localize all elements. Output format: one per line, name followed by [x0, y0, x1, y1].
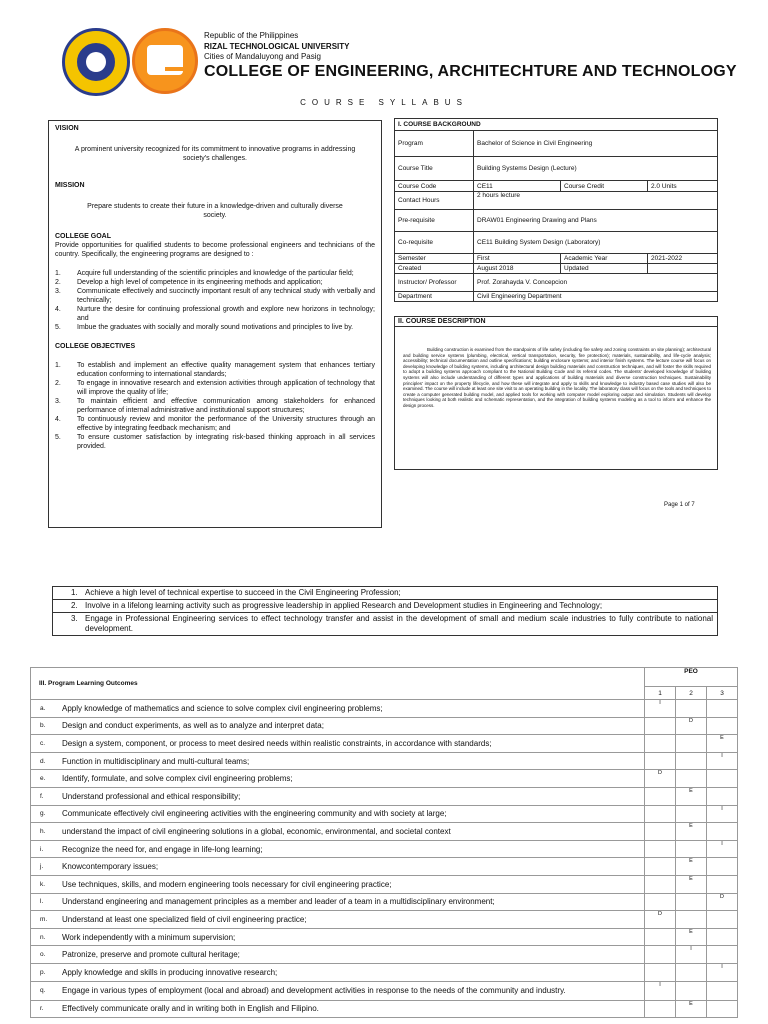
plo-letter: m.: [40, 915, 48, 923]
goal-text: Communicate effectively and succinctly important result of any technical study with verbally and technically;: [77, 288, 375, 304]
plo-peo-mapping-cell: [645, 858, 676, 876]
peo-column-header: 1: [645, 687, 676, 700]
plo-text: Design and conduct experiments, as well as to analyze and interpret data;: [62, 721, 324, 731]
plo-outcome-cell: [31, 928, 645, 946]
plo-peo-mapping-cell: I: [707, 805, 738, 823]
plo-letter: p.: [40, 968, 46, 976]
plo-letter: b.: [40, 722, 46, 730]
updated-value: [648, 264, 718, 274]
plo-row: [31, 928, 738, 946]
plo-outcome-cell: [31, 963, 645, 981]
plo-row: [31, 770, 738, 788]
plo-peo-mapping-cell: I: [707, 752, 738, 770]
peo-objective-number: 3.: [71, 614, 78, 623]
academic-year-value: 2021-2022: [648, 254, 718, 264]
plo-peo-mapping-cell: [707, 1000, 738, 1018]
plo-text: Understand at least one specialized field of civil engineering practice;: [62, 914, 307, 924]
plo-outcome: [34, 739, 641, 748]
plo-letter: c.: [40, 739, 46, 747]
plo-outcome: [34, 968, 641, 977]
contact-hours-value: 2 hours lecture: [474, 192, 718, 210]
plo-letter: n.: [40, 933, 46, 941]
plo-row: [31, 911, 738, 929]
plo-outcome-cell: [31, 981, 645, 1000]
plo-row: [31, 805, 738, 823]
plo-text: Function in multidisciplinary and multi-cultural teams;: [62, 756, 250, 766]
plo-peo-mapping-cell: E: [676, 858, 707, 876]
vision-text: A prominent university recognized for its commitment to innovative programs in addressing society's challenges.: [74, 146, 356, 162]
plo-peo-mapping-cell: [645, 893, 676, 911]
plo-letter: q.: [40, 987, 46, 994]
program-label: Program: [395, 131, 474, 157]
corequisite-value: CE11 Building System Design (Laboratory): [474, 232, 718, 254]
plo-text: Effectively communicate orally and in writing both in English and Filipino.: [62, 1004, 319, 1014]
created-value: August 2018: [474, 264, 561, 274]
plo-letter: l.: [40, 898, 44, 906]
plo-text: Apply knowledge of mathematics and science to solve complex civil engineering problems;: [62, 703, 383, 713]
goal-item: [55, 323, 375, 332]
course-description-text: Building construction is examined from the standpoints of life safety (including fire safety and zoning constraints on site planning); architectural and building service systems (plumbing, electrical, vertical transportation, security, fire protection); materials, sustainability, and life-cycle analysis; accessibility; technical documentation and outline specifications; building enclosure systems; and interior finish systems. The lecture course will focus on developing knowledge of building systems, including architectural design building materials and construction techniques, and will foster the skills required to adopt a building systems approach compliant to the National Building Code and its referral codes. The students' developed knowledge of building systems will also include understanding of different types and applications of building materials and diverse construction techniques. Sustainability principles' impact on the property lifecycle, and how these will integrate and apply to skills and knowledge to industry based case studies will also be examined. The course will include at least one site visit to an operating building in the locality. The laboratory class will focus on the tools and techniques to create a computer generated building model, and applied tools for working with computer model exploring output and simulation. Students will develop techniques looking at both realistic and schematic representation, and the integration of building systems modeling as a tool to inform and enhance the design process.: [403, 347, 711, 408]
goal-title: COLLEGE GOAL: [55, 233, 111, 240]
course-title-value: Building Systems Design (Lecture): [474, 157, 718, 181]
peo-objective-text: Involve in a lifelong learning activity such as progressive leadership in applied Research and Development studies in Engineering and Technology;: [85, 601, 603, 610]
plo-peo-mapping-cell: [645, 752, 676, 770]
plo-peo-mapping-cell: [707, 875, 738, 893]
peo-objective-cell: [53, 587, 718, 600]
plo-peo-mapping-cell: [676, 770, 707, 788]
peo-objective-item: [57, 601, 713, 611]
plo-peo-mapping-cell: I: [707, 840, 738, 858]
peo-objective-number: 2.: [71, 601, 78, 610]
plo-peo-mapping-cell: [676, 752, 707, 770]
plo-outcome-cell: [31, 1000, 645, 1018]
plo-outcome: [34, 792, 641, 801]
objectives-list: [55, 361, 375, 451]
plo-outcome: [34, 757, 641, 766]
plo-peo-mapping-cell: [707, 700, 738, 718]
plo-peo-mapping-cell: I: [707, 963, 738, 981]
course-credit-label: Course Credit: [561, 181, 648, 192]
department-label: Department: [395, 292, 474, 302]
objective-text: To establish and implement an effective quality management system that enhances tertiary education conforming to international standards;: [77, 362, 375, 378]
cities-label: Cities of Mandaluyong and Pasig: [204, 52, 321, 61]
plo-text: Understand engineering and management principles as a member and leader of a team in a multidisciplinary environment;: [62, 897, 495, 907]
plo-text: Knowcontemporary issues;: [62, 862, 159, 872]
goal-number: 2.: [55, 279, 61, 286]
objective-item: [55, 397, 375, 415]
contact-hours-label: Contact Hours: [395, 192, 474, 210]
plo-outcome-cell: [31, 805, 645, 823]
plo-text: Use techniques, skills, and modern engineering tools necessary for civil engineering practice;: [62, 879, 392, 889]
objective-number: 3.: [55, 398, 61, 405]
goal-item: [55, 305, 375, 323]
vision-title: VISION: [55, 125, 79, 132]
plo-peo-mapping-cell: [645, 963, 676, 981]
plo-outcome-cell: [31, 911, 645, 929]
course-background-title: I. COURSE BACKGROUND: [395, 119, 718, 131]
plo-outcome: [34, 986, 641, 995]
plo-row: [31, 1000, 738, 1018]
objective-item: [55, 415, 375, 433]
department-value: Civil Engineering Department: [474, 292, 718, 302]
academic-year-label: Academic Year: [561, 254, 648, 264]
program-value: Bachelor of Science in Civil Engineering: [474, 131, 718, 157]
peo-objective-item: [57, 588, 713, 598]
plo-peo-mapping-cell: [676, 735, 707, 753]
plo-text: Communicate effectively civil engineering activities with the engineering community and with society at large;: [62, 809, 447, 819]
created-label: Created: [395, 264, 474, 274]
plo-row: [31, 963, 738, 981]
plo-outcome: [34, 897, 641, 906]
course-title-label: Course Title: [395, 157, 474, 181]
plo-outcome: [34, 950, 641, 959]
plo-text: Design a system, component, or process to meet desired needs within realistic constraints, in accordance with standards;: [62, 738, 492, 748]
plo-peo-mapping-cell: E: [676, 1000, 707, 1018]
plo-outcome: [34, 809, 641, 818]
objective-text: To engage in innovative research and extension activities through application of technology that will improve the quality of life;: [77, 380, 375, 396]
plo-peo-mapping-cell: E: [676, 928, 707, 946]
peo-column-header: 2: [676, 687, 707, 700]
plo-peo-mapping-cell: [707, 981, 738, 1000]
plo-row: [31, 858, 738, 876]
plo-outcome: [34, 704, 641, 713]
plo-peo-mapping-cell: [707, 823, 738, 841]
prerequisite-label: Pre-requisite: [395, 210, 474, 232]
plo-outcome: [34, 827, 641, 836]
plo-peo-mapping-cell: [707, 911, 738, 929]
objective-item: [55, 433, 375, 451]
course-background-table: [394, 118, 718, 302]
plo-peo-mapping-cell: D: [645, 770, 676, 788]
plo-peo-mapping-cell: [645, 1000, 676, 1018]
peo-objective-row: [53, 613, 718, 636]
plo-row: [31, 700, 738, 718]
plo-outcome-cell: [31, 946, 645, 964]
plo-peo-mapping-cell: [676, 700, 707, 718]
objective-item: [55, 361, 375, 379]
plo-letter: e.: [40, 775, 46, 783]
plo-row: [31, 735, 738, 753]
plo-peo-mapping-cell: D: [707, 893, 738, 911]
plo-outcome: [34, 933, 641, 942]
plo-peo-mapping-cell: D: [645, 911, 676, 929]
plo-letter: a.: [40, 704, 46, 712]
objective-number: 2.: [55, 380, 61, 387]
goal-text: Provide opportunities for qualified students to become professional engineers and technicians of the country. Specifically, the engineering programs are designed to :: [55, 242, 375, 258]
plo-peo-mapping-cell: [676, 963, 707, 981]
plo-peo-mapping-cell: I: [645, 700, 676, 718]
course-syllabus-heading: COURSE SYLLABUS: [300, 98, 468, 107]
plo-peo-mapping-cell: [707, 770, 738, 788]
plo-peo-mapping-cell: [645, 787, 676, 805]
plo-outcome-cell: [31, 858, 645, 876]
course-code-label: Course Code: [395, 181, 474, 192]
plo-text: Identify, formulate, and solve complex civil engineering problems;: [62, 774, 293, 784]
objective-number: 5.: [55, 434, 61, 441]
plo-letter: j.: [40, 863, 44, 871]
plo-peo-mapping-cell: [645, 823, 676, 841]
goal-number: 3.: [55, 288, 61, 295]
corequisite-label: Co-requisite: [395, 232, 474, 254]
plo-letter: r.: [40, 1005, 44, 1013]
university-seal-logo: [62, 28, 130, 96]
plo-peo-mapping-cell: [676, 911, 707, 929]
peo-objective-item: [57, 614, 713, 634]
university-name: RIZAL TECHNOLOGICAL UNIVERSITY: [204, 42, 350, 51]
plo-peo-mapping-cell: [645, 717, 676, 735]
plo-outcome: [34, 862, 641, 871]
objective-number: 4.: [55, 416, 61, 423]
plo-letter: k.: [40, 880, 46, 888]
plo-peo-mapping-cell: [707, 858, 738, 876]
plo-letter: f.: [40, 792, 44, 800]
plo-text: Engage in various types of employment (local and abroad) and development activities in response to the needs of the community and industry.: [62, 986, 566, 995]
plo-peo-mapping-cell: [645, 735, 676, 753]
plo-letter: o.: [40, 951, 46, 959]
objective-number: 1.: [55, 362, 61, 369]
plo-outcome-cell: [31, 752, 645, 770]
plo-outcome-cell: [31, 893, 645, 911]
plo-outcome-cell: [31, 875, 645, 893]
plo-peo-mapping-cell: [707, 717, 738, 735]
plo-row: [31, 787, 738, 805]
goal-number: 4.: [55, 306, 61, 313]
goal-text: Imbue the graduates with socially and morally sound motivations and principles to live by.: [77, 324, 354, 331]
plo-title: III. Program Learning Outcomes: [31, 668, 645, 700]
peo-objectives-table: [52, 586, 718, 636]
goal-text: Acquire full understanding of the scientific principles and knowledge of the particular field;: [77, 270, 354, 277]
college-logo: [132, 28, 198, 94]
semester-value: First: [474, 254, 561, 264]
course-description-panel: [394, 316, 718, 470]
plo-letter: h.: [40, 827, 46, 835]
plo-letter: g.: [40, 810, 46, 818]
plo-row: [31, 981, 738, 1000]
goal-list: [55, 269, 375, 332]
peo-header: PEO: [645, 668, 738, 687]
plo-row: [31, 893, 738, 911]
plo-peo-mapping-cell: E: [707, 735, 738, 753]
instructor-value: Prof. Zorahayda V. Concepcion: [474, 274, 718, 292]
plo-outcome: [34, 774, 641, 783]
peo-objective-cell: [53, 613, 718, 636]
goal-text: Nurture the desire for continuing professional growth and explore new horizons in technology; and: [77, 306, 375, 322]
plo-row: [31, 823, 738, 841]
plo-text: Understand professional and ethical responsibility;: [62, 791, 241, 801]
goal-number: 1.: [55, 270, 61, 277]
plo-text: Patronize, preserve and promote cultural heritage;: [62, 950, 240, 960]
prerequisite-value: DRAW01 Engineering Drawing and Plans: [474, 210, 718, 232]
plo-peo-mapping-cell: [676, 840, 707, 858]
plo-peo-mapping-cell: [645, 946, 676, 964]
updated-label: Updated: [561, 264, 648, 274]
plo-outcome: [34, 845, 641, 854]
plo-outcome: [34, 1004, 641, 1013]
page-number: Page 1 of 7: [664, 502, 695, 508]
goal-item: [55, 287, 375, 305]
peo-column-header: 3: [707, 687, 738, 700]
plo-peo-mapping-cell: [645, 928, 676, 946]
plo-row: [31, 752, 738, 770]
peo-objective-row: [53, 587, 718, 600]
peo-objective-number: 1.: [71, 588, 78, 597]
plo-peo-mapping-cell: E: [676, 823, 707, 841]
plo-letter: d.: [40, 757, 46, 765]
plo-peo-mapping-cell: [645, 840, 676, 858]
plo-text: Work independently with a minimum supervision;: [62, 932, 236, 942]
republic-label: Republic of the Philippines: [204, 31, 299, 40]
plo-peo-mapping-cell: I: [645, 981, 676, 1000]
plo-row: [31, 875, 738, 893]
plo-row: [31, 717, 738, 735]
plo-peo-mapping-cell: [645, 805, 676, 823]
plo-peo-mapping-cell: [645, 875, 676, 893]
goal-item: [55, 269, 375, 278]
plo-peo-mapping-cell: E: [676, 787, 707, 805]
objective-text: To continuously review and monitor the performance of the University structures through an effective by integrating feedback mechanism; and: [77, 416, 375, 432]
course-code-value: CE11: [474, 181, 561, 192]
goal-item: [55, 278, 375, 287]
plo-peo-mapping-cell: [707, 946, 738, 964]
plo-outcome-cell: [31, 735, 645, 753]
plo-outcome-cell: [31, 700, 645, 718]
peo-objective-row: [53, 600, 718, 613]
plo-outcome-cell: [31, 823, 645, 841]
plo-outcome: [34, 880, 641, 889]
plo-peo-mapping-cell: [676, 893, 707, 911]
peo-objective-cell: [53, 600, 718, 613]
plo-row: [31, 840, 738, 858]
course-credit-value: 2.0 Units: [648, 181, 718, 192]
plo-outcome-cell: [31, 770, 645, 788]
goal-number: 5.: [55, 324, 61, 331]
objective-text: To maintain efficient and effective communication among stakeholders for enhanced performance of internal administrative and institutional support structures;: [77, 398, 375, 414]
mission-text: Prepare students to create their future in a knowledge-driven and culturally diverse society.: [87, 203, 343, 219]
objective-text: To ensure customer satisfaction by integrating risk-based thinking approach in all services provided.: [77, 434, 375, 450]
college-title: COLLEGE OF ENGINEERING, ARCHITECHTURE AND TECHNOLOGY: [204, 63, 737, 80]
plo-text: Recognize the need for, and engage in life-long learning;: [62, 844, 263, 854]
plo-outcome: [34, 915, 641, 924]
plo-peo-mapping-cell: [676, 805, 707, 823]
goal-text: Develop a high level of competence in its engineering methods and application;: [77, 279, 323, 286]
plo-peo-mapping-cell: [707, 928, 738, 946]
course-description-title: II. COURSE DESCRIPTION: [395, 317, 717, 327]
plo-text: Apply knowledge and skills in producing innovative research;: [62, 967, 278, 977]
objectives-title: COLLEGE OBJECTIVES: [55, 343, 136, 350]
plo-row: [31, 946, 738, 964]
plo-letter: i.: [40, 845, 44, 853]
objective-item: [55, 379, 375, 397]
plo-outcome-cell: [31, 717, 645, 735]
plo-peo-mapping-cell: D: [676, 717, 707, 735]
vision-mission-panel: [48, 120, 382, 528]
mission-title: MISSION: [55, 182, 85, 189]
plo-table: [30, 667, 738, 1018]
peo-objective-text: Achieve a high level of technical expertise to succeed in the Civil Engineering Profession;: [85, 588, 401, 597]
plo-outcome-cell: [31, 840, 645, 858]
plo-outcome-cell: [31, 787, 645, 805]
instructor-label: Instructor/ Professor: [395, 274, 474, 292]
peo-objective-text: Engage in Professional Engineering services to effect technology transfer and assist in the development of small and medium scale industries to fully contribute to national development.: [85, 614, 713, 633]
plo-outcome: [34, 721, 641, 730]
plo-peo-mapping-cell: I: [676, 946, 707, 964]
plo-peo-mapping-cell: [676, 981, 707, 1000]
plo-peo-mapping-cell: E: [676, 875, 707, 893]
plo-text: understand the impact of civil engineering solutions in a global, economic, environmental, and societal context: [62, 826, 451, 836]
plo-peo-mapping-cell: [707, 787, 738, 805]
semester-label: Semester: [395, 254, 474, 264]
